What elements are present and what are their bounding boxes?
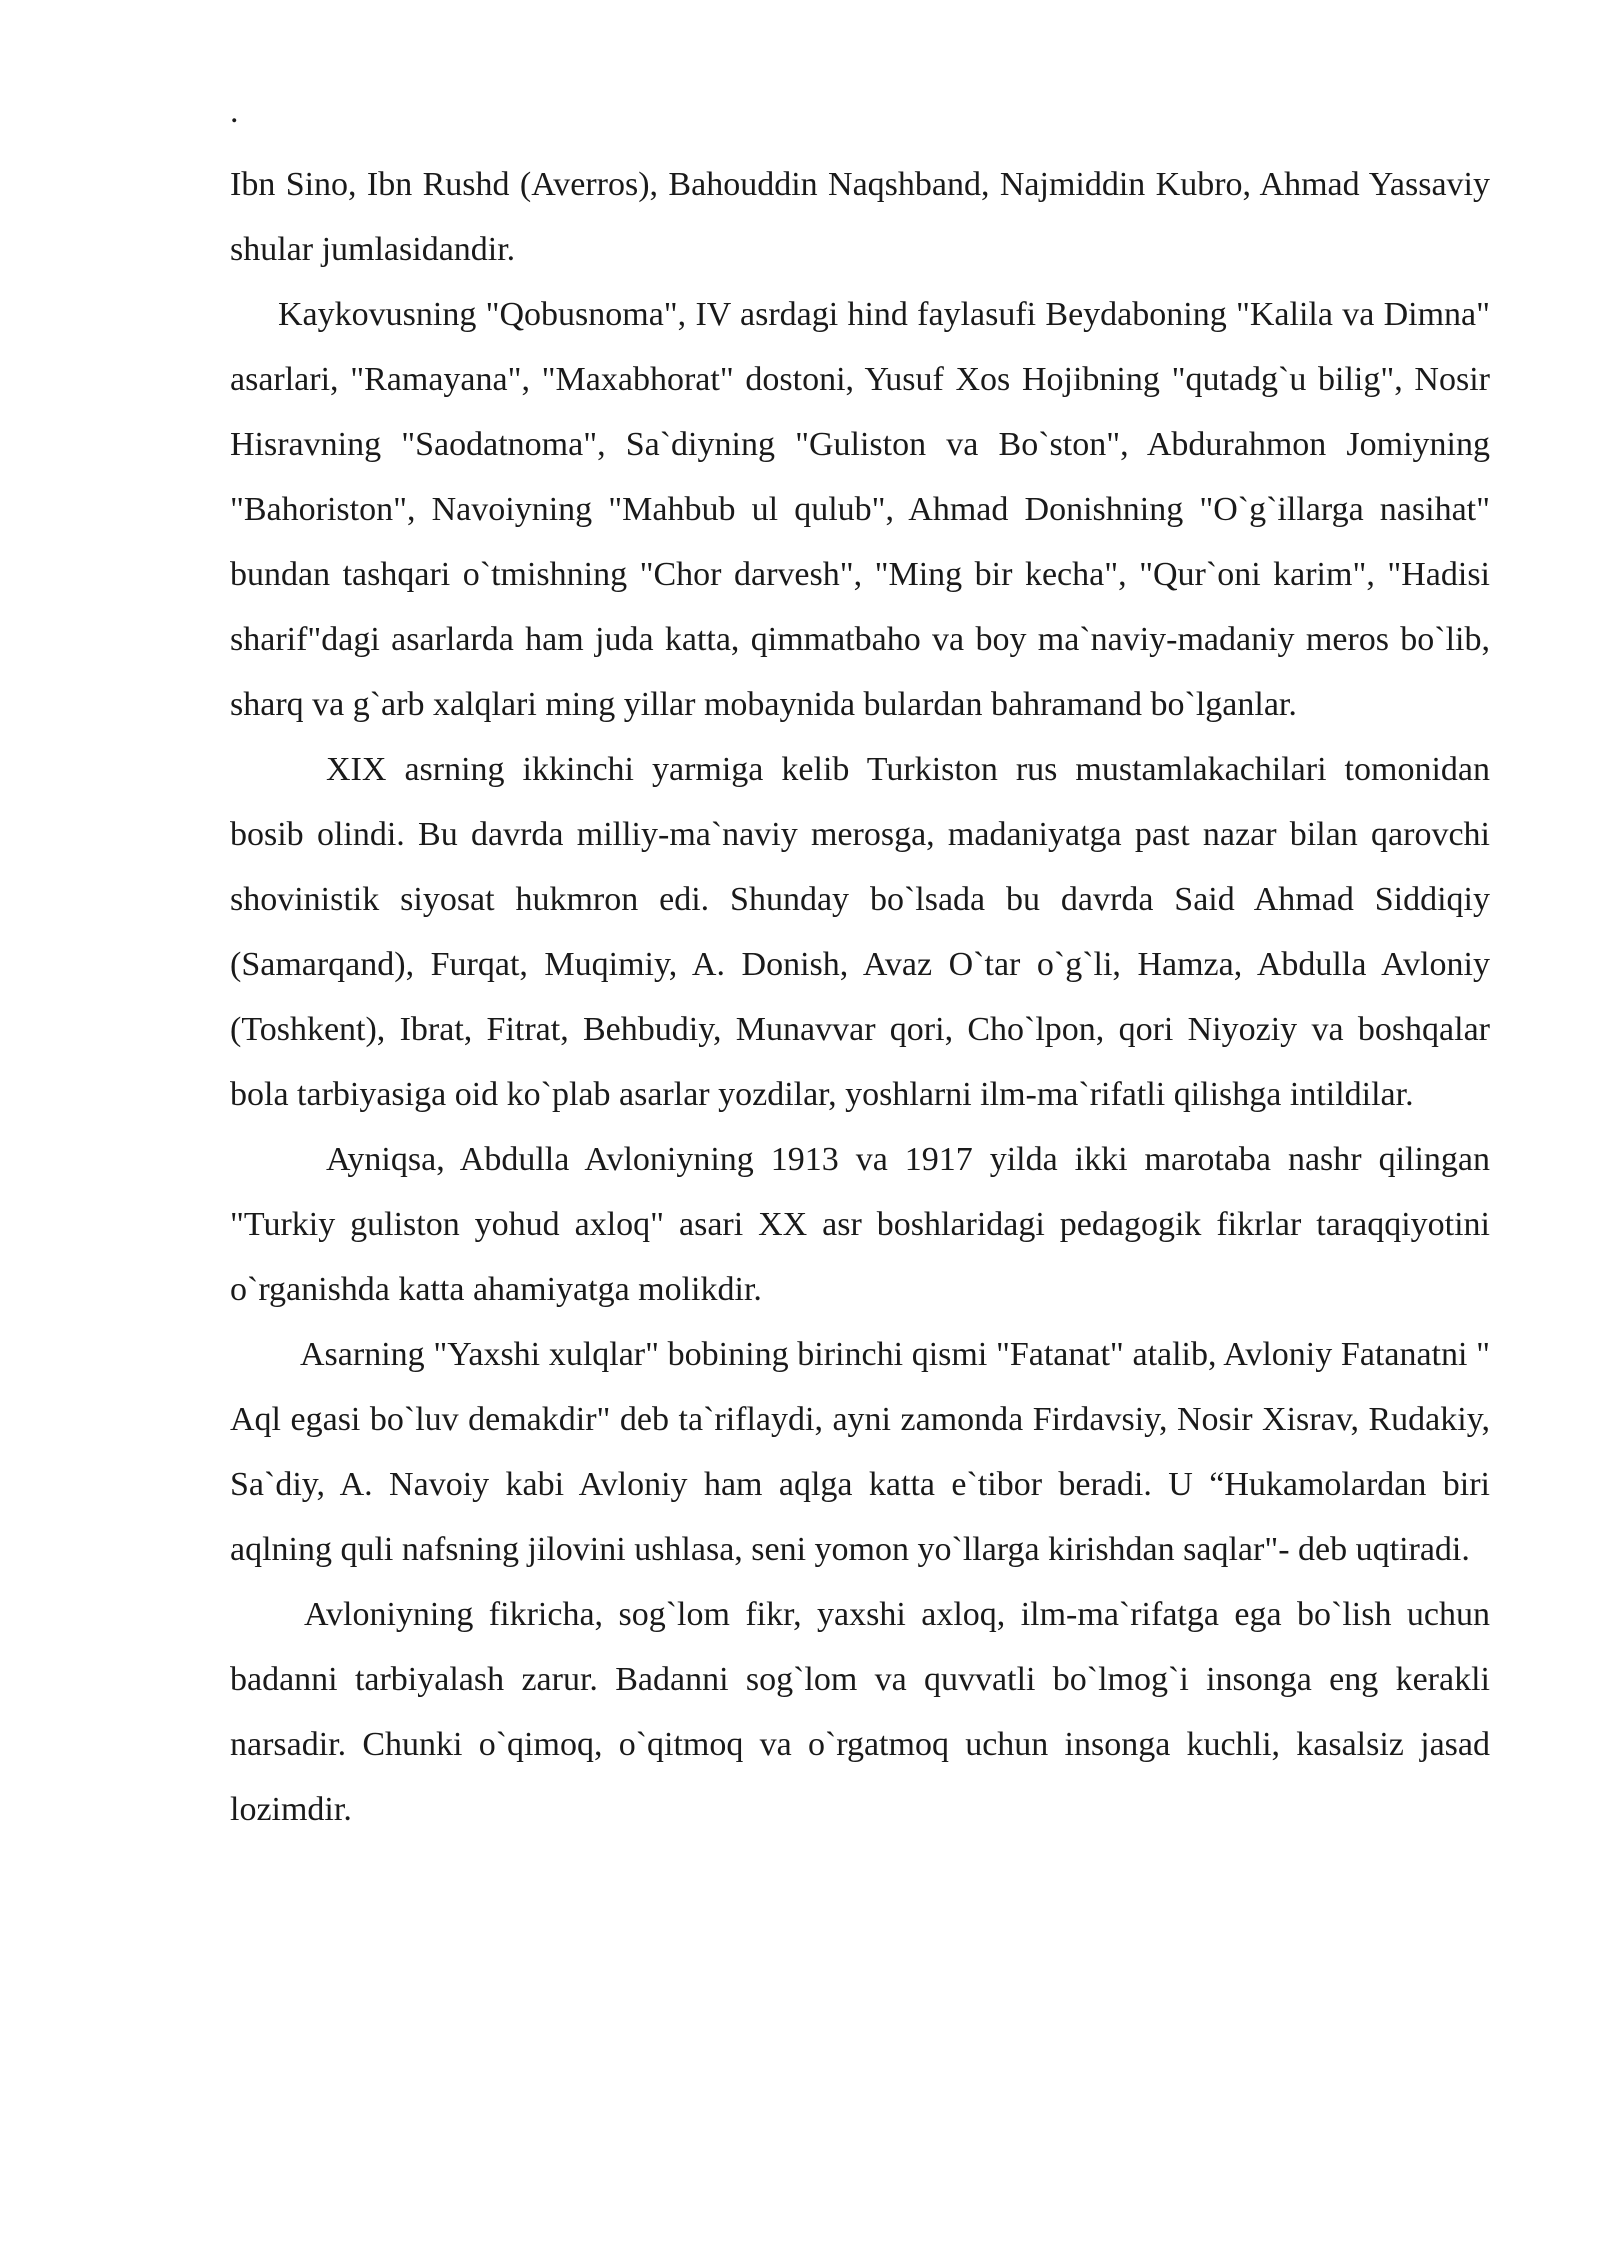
paragraph-1: Ibn Sino, Ibn Rushd (Averros), Bahouddin Naqshband, Najmiddin Kubro, Ahmad Yassaviy shular jumlasidandir. xyxy=(230,166,1490,268)
top-mark: . xyxy=(230,93,239,130)
paragraph-2: Kaykovusning "Qobusnoma", IV asrdagi hind faylasufi Beydaboning "Kalila va Dimna" asarlari, "Ramayana", "Maxabhorat" dostoni, Yusuf Xos Hojibning "qutadg`u bilig", Nosir Hisravning "Saodatnoma", Sa`diyning "Guliston va Bo`ston", Abdurahmon Jomiyning "Bahoriston", Navoiyning "Mahbub ul qulub", Ahmad Donishning "O`g`illarga nasihat" bundan tashqari o`tmishning "Chor darvesh", "Ming bir kecha", "Qur`oni karim", "Hadisi sharif"dagi asarlarda ham juda katta, qimmatbaho va boy ma`naviy-madaniy meros bo`lib, sharq va g`arb xalqlari ming yillar mobaynida bulardan bahramand bo`lganlar. xyxy=(230,296,1490,723)
paragraph-6: Avloniyning fikricha, sog`lom fikr, yaxshi axloq, ilm-ma`rifatga ega bo`lish uchun badanni tarbiyalash zarur. Badanni sog`lom va quvvatli bo`lmog`i insonga eng kerakli narsadir. Chunki o`qimoq, o`qitmoq va o`rgatmoq uchun insonga kuchli, kasalsiz jasad lozimdir. xyxy=(230,1596,1490,1828)
paragraph-4: Ayniqsa, Abdulla Avloniyning 1913 va 1917 yilda ikki marotaba nashr qilingan "Turkiy guliston yohud axloq" asari XX asr boshlaridagi pedagogik fikrlar taraqqiyotini o`rganishda katta ahamiyatga molikdir. xyxy=(230,1141,1490,1308)
paragraph-5: Asarning "Yaxshi xulqlar" bobining birinchi qismi "Fatanat" atalib, Avloniy Fatanatni " Aql egasi bo`luv demakdir" deb ta`riflaydi, ayni zamonda Firdavsiy, Nosir Xisrav, Rudakiy, Sa`diy, A. Navoiy kabi Avloniy ham aqlga katta e`tibor beradi. U “Hukamolardan biri aqlning quli nafsning jilovini ushlasa, seni yomon yo`llarga kirishdan saqlar"- deb uqtiradi. xyxy=(230,1336,1490,1568)
document-page xyxy=(230,92,1490,1842)
paragraph-3: XIX asrning ikkinchi yarmiga kelib Turkiston rus mustamlakachilari tomonidan bosib olindi. Bu davrda milliy-ma`naviy merosga, madaniyatga past nazar bilan qarovchi shovinistik siyosat hukmron edi. Shunday bo`lsada bu davrda Said Ahmad Siddiqiy (Samarqand), Furqat, Muqimiy, A. Donish, Avaz O`tar o`g`li, Hamza, Abdulla Avloniy (Toshkent), Ibrat, Fitrat, Behbudiy, Munavvar qori, Cho`lpon, qori Niyoziy va boshqalar bola tarbiyasiga oid ko`plab asarlar yozdilar, yoshlarni ilm-ma`rifatli qilishga intildilar. xyxy=(230,751,1490,1113)
